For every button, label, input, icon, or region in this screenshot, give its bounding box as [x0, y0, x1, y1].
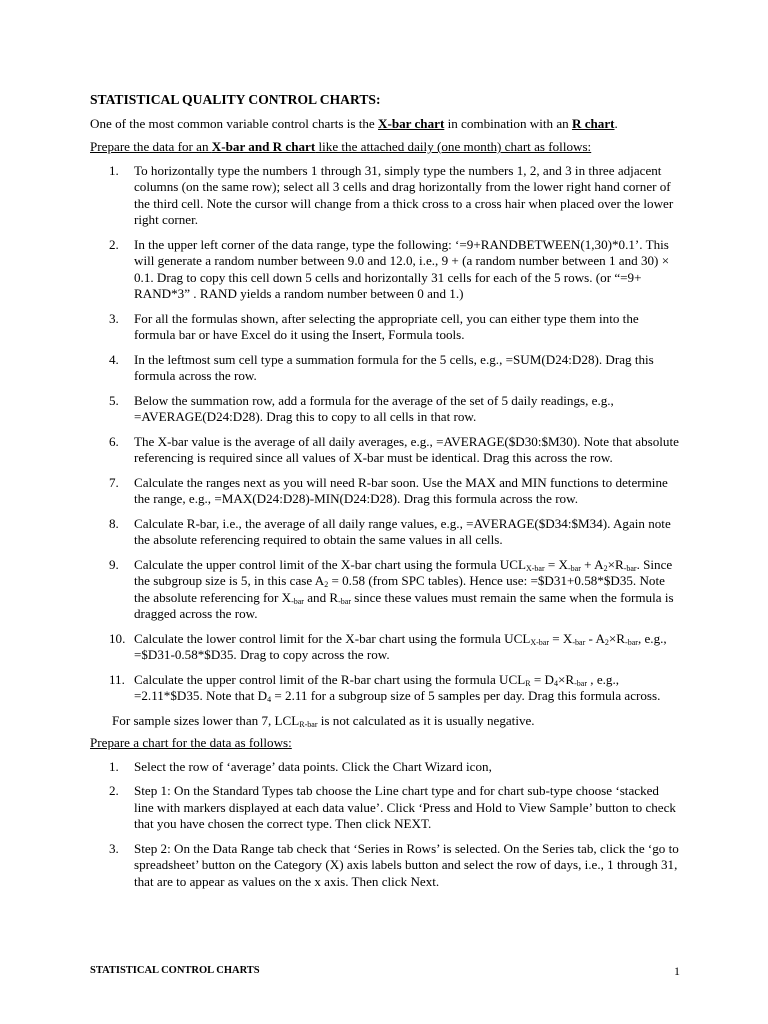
text-run: ×R	[557, 671, 575, 687]
text-run: and R	[303, 589, 339, 605]
subscript: -bar	[625, 637, 638, 647]
step-text: To horizontally type the numbers 1 through 31, simply type the numbers 1, 2, and 3 in three adjacent columns (on the same row); select all 3 cells and drag horizontally from the lower right hand corner of the third cell. Note the cursor will change from a thick cross to a cross hair when placed over the lower right corner.	[134, 162, 674, 227]
list-item	[90, 759, 680, 776]
list-item	[90, 434, 680, 467]
step-text: Step 1: On the Standard Types tab choose the Line chart type and for chart sub-type choose ‘stacked line with markers displayed at each data value’. Click ‘Press and Hold to View Sample’ button to check that you have chosen the correct type. Then click NEXT.	[134, 783, 676, 831]
subscript: 4	[267, 695, 272, 704]
subscript: -bar	[623, 563, 637, 573]
page-footer	[90, 963, 680, 979]
intro-text-end: .	[614, 115, 618, 131]
document-title: STATISTICAL QUALITY CONTROL CHARTS:	[90, 92, 381, 107]
subscript: R-bar	[299, 719, 318, 729]
text-run: is not calculated as it is usually negative.	[317, 712, 535, 728]
list-item	[90, 841, 680, 891]
subscript: -bar	[291, 596, 304, 606]
list-item	[90, 557, 680, 623]
text-run: ×R	[607, 556, 624, 572]
subscript: -bar	[574, 678, 587, 688]
step-text	[134, 672, 660, 704]
step-number: 1.	[109, 758, 119, 774]
text-run: = 2.11 for a subgroup size of 5 samples per day. Drag this formula across.	[271, 688, 661, 703]
step-number: 5.	[109, 392, 119, 408]
text-run: Calculate the upper control limit of the R-bar chart using the formula UCL	[134, 671, 526, 687]
data-steps-list	[90, 163, 680, 705]
step-text: Step 2: On the Data Range tab check that ‘Series in Rows’ is selected. On the Series tab, click the ‘go to spreadsheet’ button on the Category (X) axis labels button and select the row of days, i.e., 1 through 31, that are to appear as values on the x axis. Then click Next.	[134, 840, 679, 889]
text-run: = X	[549, 630, 573, 646]
intro-paragraph	[90, 116, 680, 133]
step-text: In the upper left corner of the data range, type the following: ‘=9+RANDBETWEEN(1,30)*0.1’. This will generate a random number between 9.0 and 12.0, i.e., 9 + (a random number between 1 and 30) × 0.1. Drag to copy this cell down 5 cells and horizontally 31 cells for each of the 5 rows. (or “=9+ RAND*3” . RAND yields a random number between 0 and 1.)	[134, 236, 670, 301]
step-number: 2.	[109, 236, 119, 252]
subscript: 2	[324, 580, 329, 589]
step-text: The X-bar value is the average of all daily averages, e.g., =AVERAGE($D30:$M30). Note that absolute referencing is required since all values of X-bar must be identical. Drag this across the row.	[134, 433, 679, 465]
step-text: In the leftmost sum cell type a summation formula for the 5 cells, e.g., =SUM(D24:D28). Drag this formula across the row.	[134, 351, 654, 383]
step-text: Below the summation row, add a formula for the average of the set of 5 daily readings, e.g., =AVERAGE(D24:D28). Drag this to copy to all cells in that row.	[134, 392, 614, 424]
text-run: , e.g., =2.11*$D35. Note that D	[134, 671, 619, 703]
prepare-chart-heading: Prepare a chart for the data as follows:	[90, 735, 292, 750]
text-run: = X	[544, 556, 569, 572]
list-item	[90, 631, 680, 664]
prepare-data-text-end: like the attached daily (one month) chart as follows:	[315, 139, 592, 154]
subscript: X-bar	[530, 637, 549, 647]
list-item	[90, 352, 680, 385]
intro-text: One of the most common variable control charts is the	[90, 115, 378, 131]
subscript: X-bar	[525, 563, 545, 573]
step-number: 1.	[109, 162, 119, 178]
step-number: 2.	[109, 783, 119, 798]
xbar-chart-term: X-bar chart	[378, 115, 445, 131]
step-text: Calculate the ranges next as you will need R-bar soon. Use the MAX and MIN functions to determine the range, e.g., =MAX(D24:D28)-MIN(D24:D28). Drag this formula across the row.	[134, 474, 668, 506]
prepare-data-text: Prepare the data for an	[90, 139, 212, 154]
text-run: + A	[580, 556, 604, 572]
subscript: 2	[604, 637, 609, 647]
step-number: 3.	[109, 840, 119, 856]
step-text	[134, 557, 674, 622]
footer-title: STATISTICAL CONTROL CHARTS	[90, 965, 260, 976]
chart-steps-list	[90, 759, 680, 891]
step-number: 8.	[109, 515, 119, 531]
step-number: 7.	[109, 474, 119, 490]
step-number: 6.	[109, 433, 119, 449]
text-run: , e.g., =$D31-0.58*$D35. Drag to copy across the row.	[134, 630, 667, 662]
step-text: For all the formulas shown, after selecting the appropriate cell, you can either type them into the formula bar or have Excel do it using the Insert, Formula tools.	[134, 310, 639, 342]
list-item	[90, 516, 680, 549]
step-text	[134, 631, 667, 663]
text-run: since these values must remain the same when the formula is dragged across the row.	[134, 589, 674, 621]
sample-size-note	[90, 713, 680, 730]
step-number: 4.	[109, 351, 119, 367]
text-run: . Since the subgroup size is 5, in this case A	[134, 556, 673, 588]
subscript: -bar	[568, 563, 581, 573]
step-number: 11.	[109, 671, 125, 687]
list-item	[90, 475, 680, 508]
subscript: -bar	[338, 596, 352, 606]
step-number: 10.	[109, 630, 126, 646]
text-run: = 0.58 (from SPC tables). Hence use: =$D31+0.58*$D35. Note the absolute referencing for X	[134, 573, 665, 605]
text-run: For sample sizes lower than 7, LCL	[112, 712, 300, 728]
list-item	[90, 311, 680, 344]
intro-text-mid: in combination with an	[444, 115, 572, 131]
text-run: Calculate the upper control limit of the X-bar chart using the formula UCL	[134, 556, 526, 572]
list-item	[90, 163, 680, 229]
step-text: Select the row of ‘average’ data points. Click the Chart Wizard icon,	[134, 758, 492, 774]
list-item	[90, 672, 680, 705]
prepare-data-heading	[90, 139, 680, 156]
subscript: -bar	[572, 637, 586, 647]
subscript: 4	[553, 678, 558, 688]
document-body	[90, 92, 680, 898]
prepare-data-bold-term: X-bar and R chart	[211, 139, 316, 154]
subscript: 2	[603, 563, 608, 573]
list-item	[90, 393, 680, 426]
list-item	[90, 237, 680, 303]
text-run: Calculate the lower control limit for the X-bar chart using the formula UCL	[134, 630, 531, 646]
step-text: Calculate R-bar, i.e., the average of all daily range values, e.g., =AVERAGE($D34:$M34). Again note the absolute referencing required to obtain the same values in all cells.	[134, 515, 671, 547]
text-run: = D	[530, 671, 554, 687]
text-run: ×R	[608, 630, 626, 646]
subscript: R	[525, 678, 531, 688]
page-number: 1	[674, 964, 680, 978]
list-item	[90, 783, 680, 833]
r-chart-term: R chart	[571, 115, 615, 131]
step-number: 9.	[109, 556, 119, 572]
step-number: 3.	[109, 310, 119, 326]
text-run: - A	[585, 630, 605, 646]
